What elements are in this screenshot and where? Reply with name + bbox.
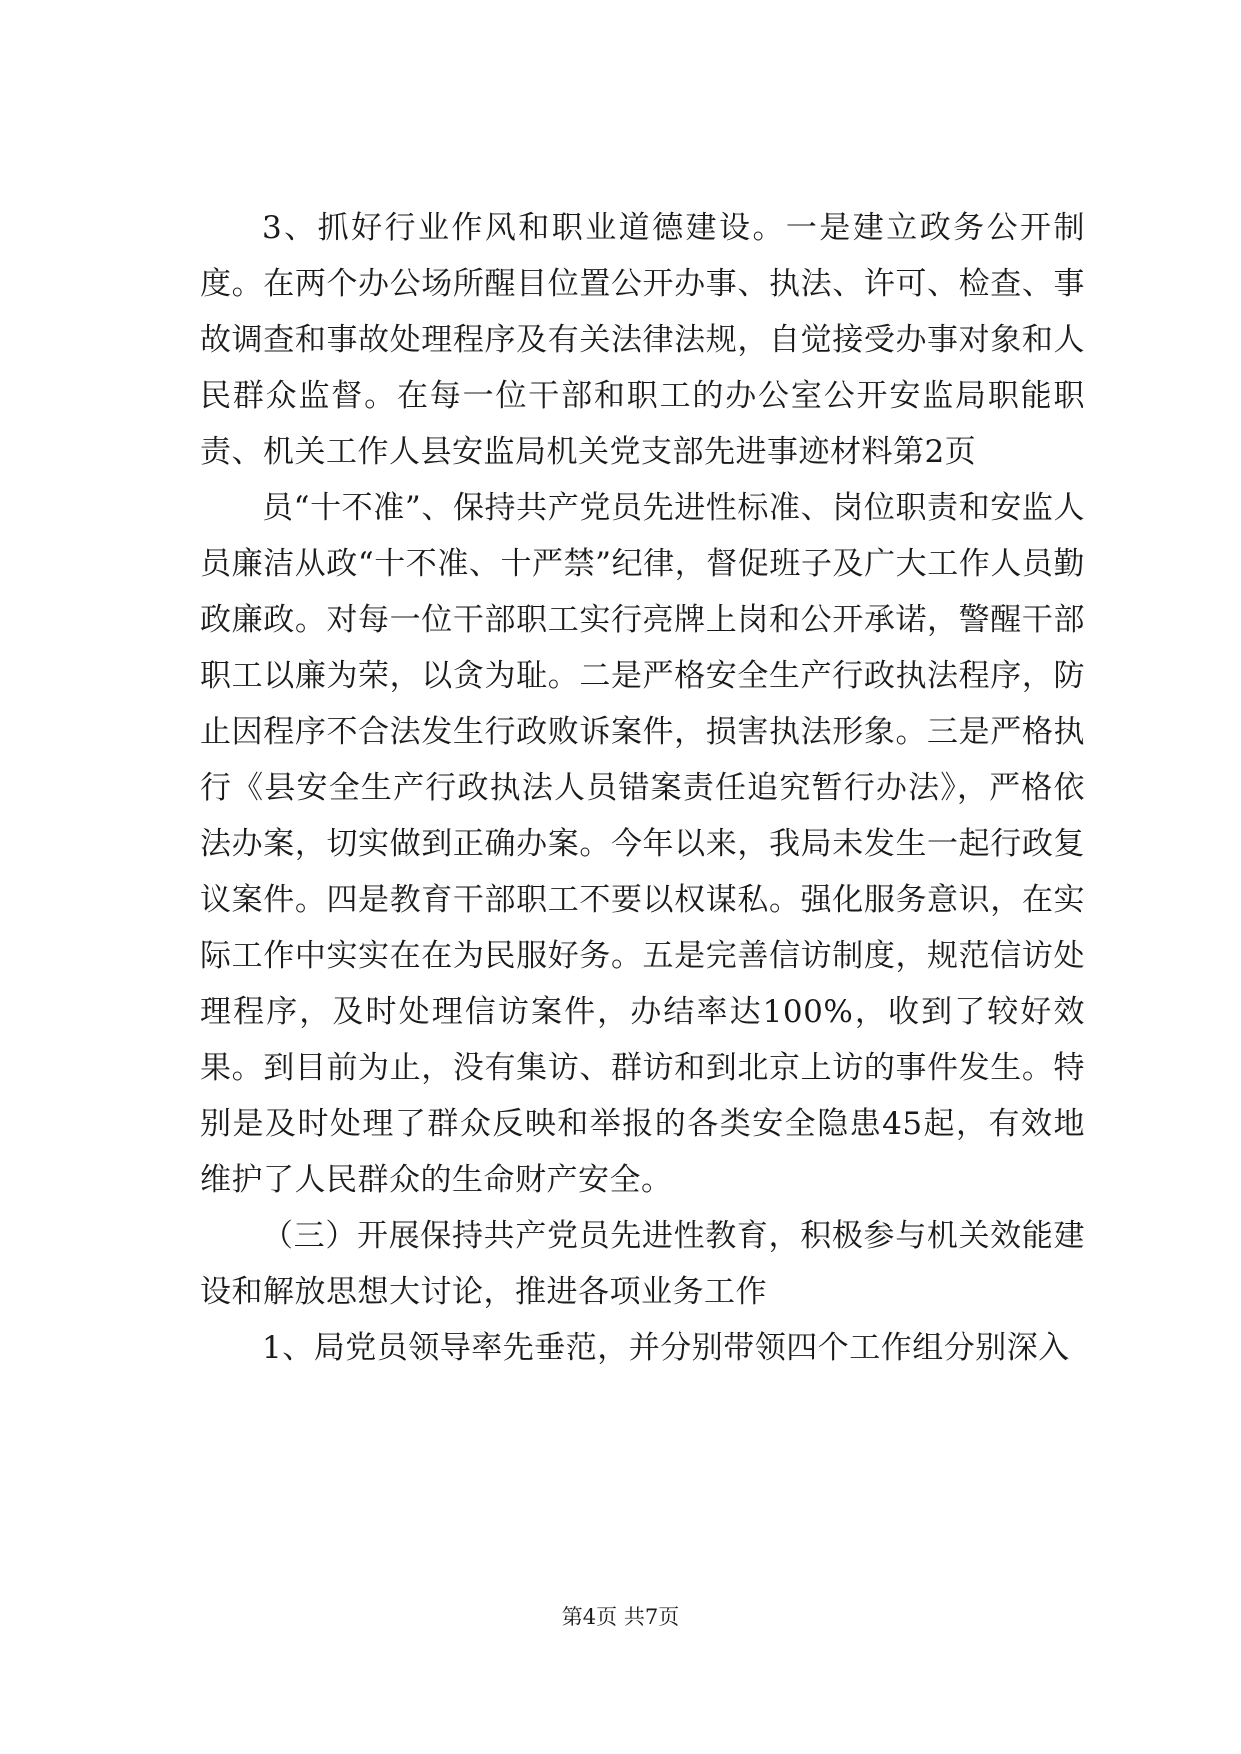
paragraph-leadership-example: 1、局党员领导率先垂范，并分别带领四个工作组分别深入 xyxy=(262,1330,1070,1366)
body-text xyxy=(200,200,1085,1376)
paragraph-section-three-heading: （三）开展保持共产党员先进性教育，积极参与机关效能建设和解放思想大讨论，推进各项业务工作 xyxy=(200,1218,1085,1310)
page-footer: 第4页 共7页 xyxy=(561,1605,680,1629)
paragraph-honest-governance: 员“十不准”、保持共产党员先进性标准、岗位职责和安监人员廉洁从政“十不准、十严禁”纪律，督促班子及广大工作人员勤政廉政。对每一位干部职工实行亮牌上岗和公开承诺，警醒干部职工以廉为荣，以贪为耻。二是严格安全生产行政执法程序，防止因程序不合法发生行政败诉案件，损害执法形象。三是严格执行《县安全生产行政执法人员错案责任追究暂行办法》，严格依法办案，切实做到正确办案。今年以来，我局未发生一起行政复议案件。四是教育干部职工不要以权谋私。强化服务意识，在实际工作中实实在在为民服好务。五是完善信访制度，规范信访处理程序，及时处理信访案件，办结率达100%，收到了较好效果。到目前为止，没有集访、群访和到北京上访的事件发生。特别是及时处理了群众反映和举报的各类安全隐患45起，有效地维护了人民群众的生命财产安全。 xyxy=(200,490,1085,1198)
paragraph-industry-conduct: 3、抓好行业作风和职业道德建设。一是建立政务公开制度。在两个办公场所醒目位置公开办事、执法、许可、检查、事故调查和事故处理程序及有关法律法规，自觉接受办事对象和人民群众监督。在每一位干部和职工的办公室公开安监局职能职责、机关工作人县安监局机关党支部先进事迹材料第2页 xyxy=(200,210,1085,470)
